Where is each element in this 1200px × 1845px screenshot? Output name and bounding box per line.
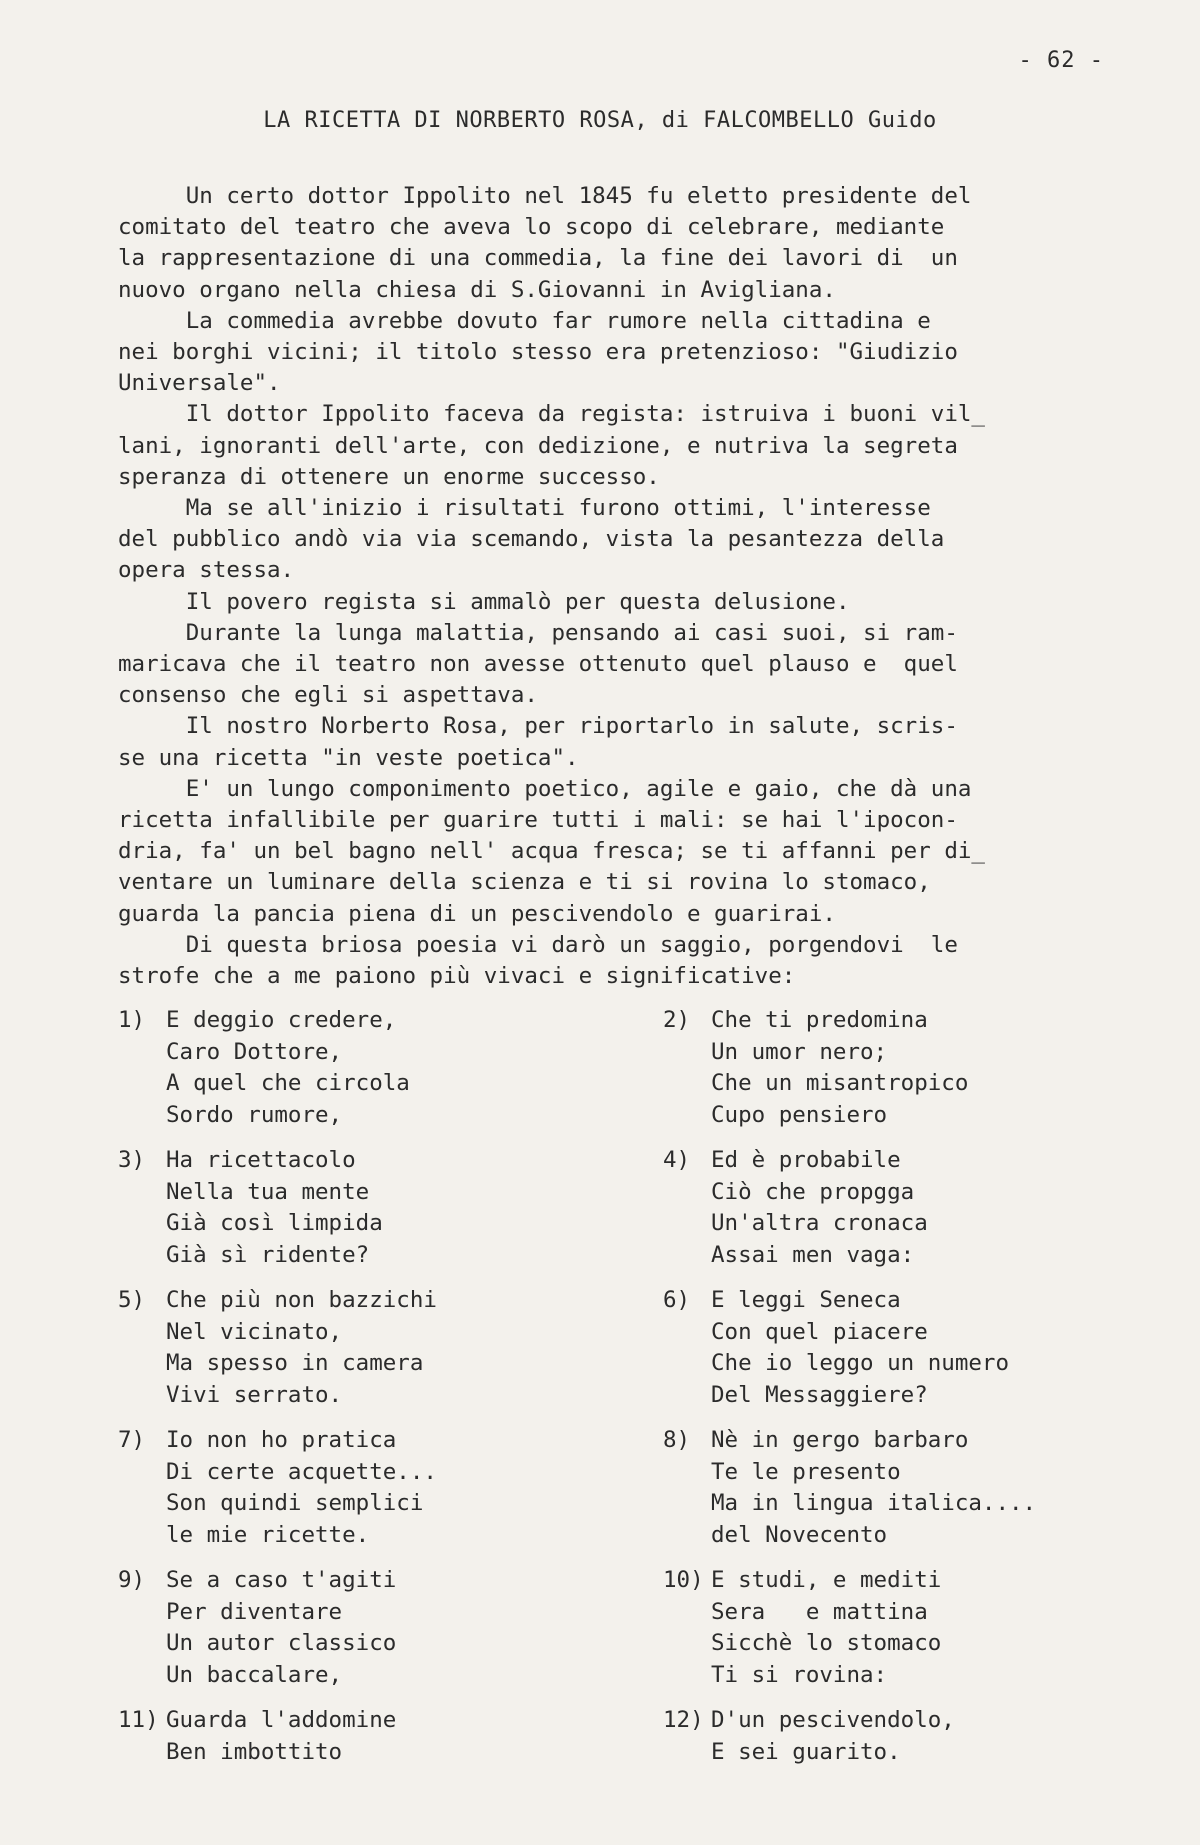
stanza — [623, 1565, 1128, 1705]
verse-line: Nè in gergo barbaro — [711, 1427, 969, 1453]
stanza-number: 12) — [663, 1707, 704, 1733]
text-line: se una ricetta "in veste poetica". — [118, 744, 579, 771]
verse-line: Un umor nero; — [711, 1038, 888, 1065]
stanza — [623, 1285, 1128, 1425]
stanza-number: 6) — [663, 1287, 691, 1313]
text-line: comitato del teatro che aveva lo scopo di celebrare, mediante — [118, 214, 945, 241]
text-line: del pubblico andò via via scemando, vista la pesantezza della — [118, 526, 945, 553]
verse-line: Che un misantropico — [711, 1070, 969, 1096]
verse-line: Che più non bazzichi — [166, 1287, 437, 1313]
verse-line: Ha ricettacolo — [166, 1147, 356, 1173]
verse-line: D'un pescivendolo, — [711, 1707, 955, 1733]
verse-line: Per diventare — [166, 1598, 343, 1625]
text-line: ventare un luminare della scienza e ti si rovina lo stomaco, — [118, 869, 931, 896]
stanza-row — [118, 1005, 1128, 1145]
verse-line: Un'altra cronaca — [711, 1210, 928, 1236]
stanza — [118, 1425, 623, 1565]
paragraph — [118, 711, 1128, 773]
paragraph — [118, 774, 1128, 930]
verse-line: Ma spesso in camera — [166, 1350, 424, 1376]
verse-line: Ma in lingua italica.... — [711, 1490, 1037, 1516]
verse-line: Un autor classico — [166, 1630, 397, 1656]
verse-line: Caro Dottore, — [166, 1038, 343, 1065]
stanza-number: 7) — [118, 1427, 146, 1453]
stanza — [623, 1005, 1128, 1145]
text-line: maricava che il teatro non avesse ottenuto quel plauso e quel — [118, 651, 958, 678]
verse-line: A quel che circola — [166, 1070, 410, 1096]
verse-line: Son quindi semplici — [166, 1490, 424, 1516]
article-title: LA RICETTA DI NORBERTO ROSA, di FALCOMBELLO Guido — [263, 108, 937, 133]
stanza — [623, 1145, 1128, 1285]
stanza-number: 2) — [663, 1007, 691, 1033]
poem-stanzas — [118, 1005, 1128, 1845]
text-line: Il povero regista si ammalò per questa delusione. — [118, 588, 850, 615]
text-line: Universale". — [118, 370, 281, 397]
text-line: Un certo dottor Ippolito nel 1845 fu eletto presidente del — [118, 183, 972, 209]
stanza-row — [118, 1425, 1128, 1565]
verse-line: Sicchè lo stomaco — [711, 1630, 942, 1656]
verse-line: Te le presento — [711, 1458, 901, 1485]
text-line: nei borghi vicini; il titolo stesso era pretenzioso: "Giudizio — [118, 339, 958, 366]
article-body — [118, 181, 1128, 992]
verse-line: E studi, e mediti — [711, 1567, 942, 1593]
text-line: opera stessa. — [118, 557, 295, 584]
stanza — [118, 1565, 623, 1705]
text-line: Il nostro Norberto Rosa, per riportarlo in salute, scris- — [118, 713, 958, 740]
text-line: ricetta infallibile per guarire tutti i mali: se hai l'ipocon- — [118, 807, 958, 834]
text-line: guarda la pancia piena di un pescivendolo e guarirai. — [118, 900, 836, 927]
stanza — [118, 1145, 623, 1285]
verse-line: del Novecento — [711, 1521, 888, 1548]
stanza — [118, 1285, 623, 1425]
verse-line: E deggio credere, — [166, 1007, 397, 1033]
text-line: La commedia avrebbe dovuto far rumore nella cittadina e — [118, 307, 931, 334]
paragraph — [118, 587, 1128, 618]
verse-line: Un baccalare, — [166, 1661, 343, 1688]
stanza — [623, 1705, 1128, 1845]
verse-line: Ti si rovina: — [711, 1661, 888, 1688]
stanza-row — [118, 1565, 1128, 1705]
page-number: - 62 - — [1018, 48, 1104, 73]
stanza — [118, 1005, 623, 1145]
text-line: lani, ignoranti dell'arte, con dedizione, e nutriva la segreta — [118, 432, 958, 459]
verse-line: E leggi Seneca — [711, 1287, 901, 1313]
text-line: speranza di ottenere un enorme successo. — [118, 463, 660, 490]
verse-line: Già sì ridente? — [166, 1241, 370, 1268]
text-line: E' un lungo componimento poetico, agile e gaio, che dà una — [118, 775, 972, 802]
text-line: dria, fa' un bel bagno nell' acqua fresca; se ti affanni per di_ — [118, 838, 985, 865]
paragraph — [118, 181, 1128, 306]
verse-line: Già così limpida — [166, 1210, 383, 1236]
stanza-row — [118, 1705, 1128, 1845]
verse-line: Se a caso t'agiti — [166, 1567, 397, 1593]
verse-line: Del Messaggiere? — [711, 1381, 928, 1408]
stanza-row — [118, 1145, 1128, 1285]
stanza-number: 8) — [663, 1427, 691, 1453]
text-line: la rappresentazione di una commedia, la fine dei lavori di un — [118, 245, 958, 272]
text-line: nuovo organo nella chiesa di S.Giovanni in Avigliana. — [118, 276, 836, 303]
stanza-number: 9) — [118, 1567, 146, 1593]
paragraph — [118, 930, 1128, 992]
stanza-number: 10) — [663, 1567, 704, 1593]
verse-line: Con quel piacere — [711, 1318, 928, 1345]
text-line: Durante la lunga malattia, pensando ai casi suoi, si ram- — [118, 619, 958, 646]
stanza-row — [118, 1285, 1128, 1425]
verse-line: Guarda l'addomine — [166, 1707, 397, 1733]
paragraph — [118, 306, 1128, 400]
stanza — [623, 1425, 1128, 1565]
verse-line: Assai men vaga: — [711, 1241, 915, 1268]
verse-line: Che ti predomina — [711, 1007, 928, 1033]
stanza — [118, 1705, 623, 1845]
verse-line: Ben imbottito — [166, 1738, 343, 1765]
stanza-number: 5) — [118, 1287, 146, 1313]
stanza-number: 11) — [118, 1707, 159, 1733]
verse-line: Nel vicinato, — [166, 1318, 343, 1345]
verse-line: E sei guarito. — [711, 1738, 901, 1765]
verse-line: Sera e mattina — [711, 1598, 928, 1625]
verse-line: Che io leggo un numero — [711, 1350, 1010, 1376]
paragraph — [118, 399, 1128, 493]
paragraph — [118, 493, 1128, 587]
text-line: Di questa briosa poesia vi darò un saggio, porgendovi le — [118, 931, 958, 958]
verse-line: Cupo pensiero — [711, 1101, 888, 1128]
verse-line: Ed è probabile — [711, 1147, 901, 1173]
text-line: strofe che a me paiono più vivaci e significative: — [118, 963, 796, 990]
verse-line: Sordo rumore, — [166, 1101, 343, 1128]
stanza-number: 3) — [118, 1147, 146, 1173]
stanza-number: 4) — [663, 1147, 691, 1173]
verse-line: Vivi serrato. — [166, 1381, 343, 1408]
verse-line: Io non ho pratica — [166, 1427, 397, 1453]
text-line: Il dottor Ippolito faceva da regista: istruiva i buoni vil_ — [118, 401, 985, 428]
stanza-number: 1) — [118, 1007, 146, 1033]
verse-line: le mie ricette. — [166, 1521, 370, 1548]
verse-line: Di certe acquette... — [166, 1458, 437, 1485]
verse-line: Ciò che propgga — [711, 1178, 915, 1205]
verse-line: Nella tua mente — [166, 1178, 370, 1205]
paragraph — [118, 618, 1128, 712]
text-line: Ma se all'inizio i risultati furono ottimi, l'interesse — [118, 495, 931, 522]
text-line: consenso che egli si aspettava. — [118, 682, 538, 709]
